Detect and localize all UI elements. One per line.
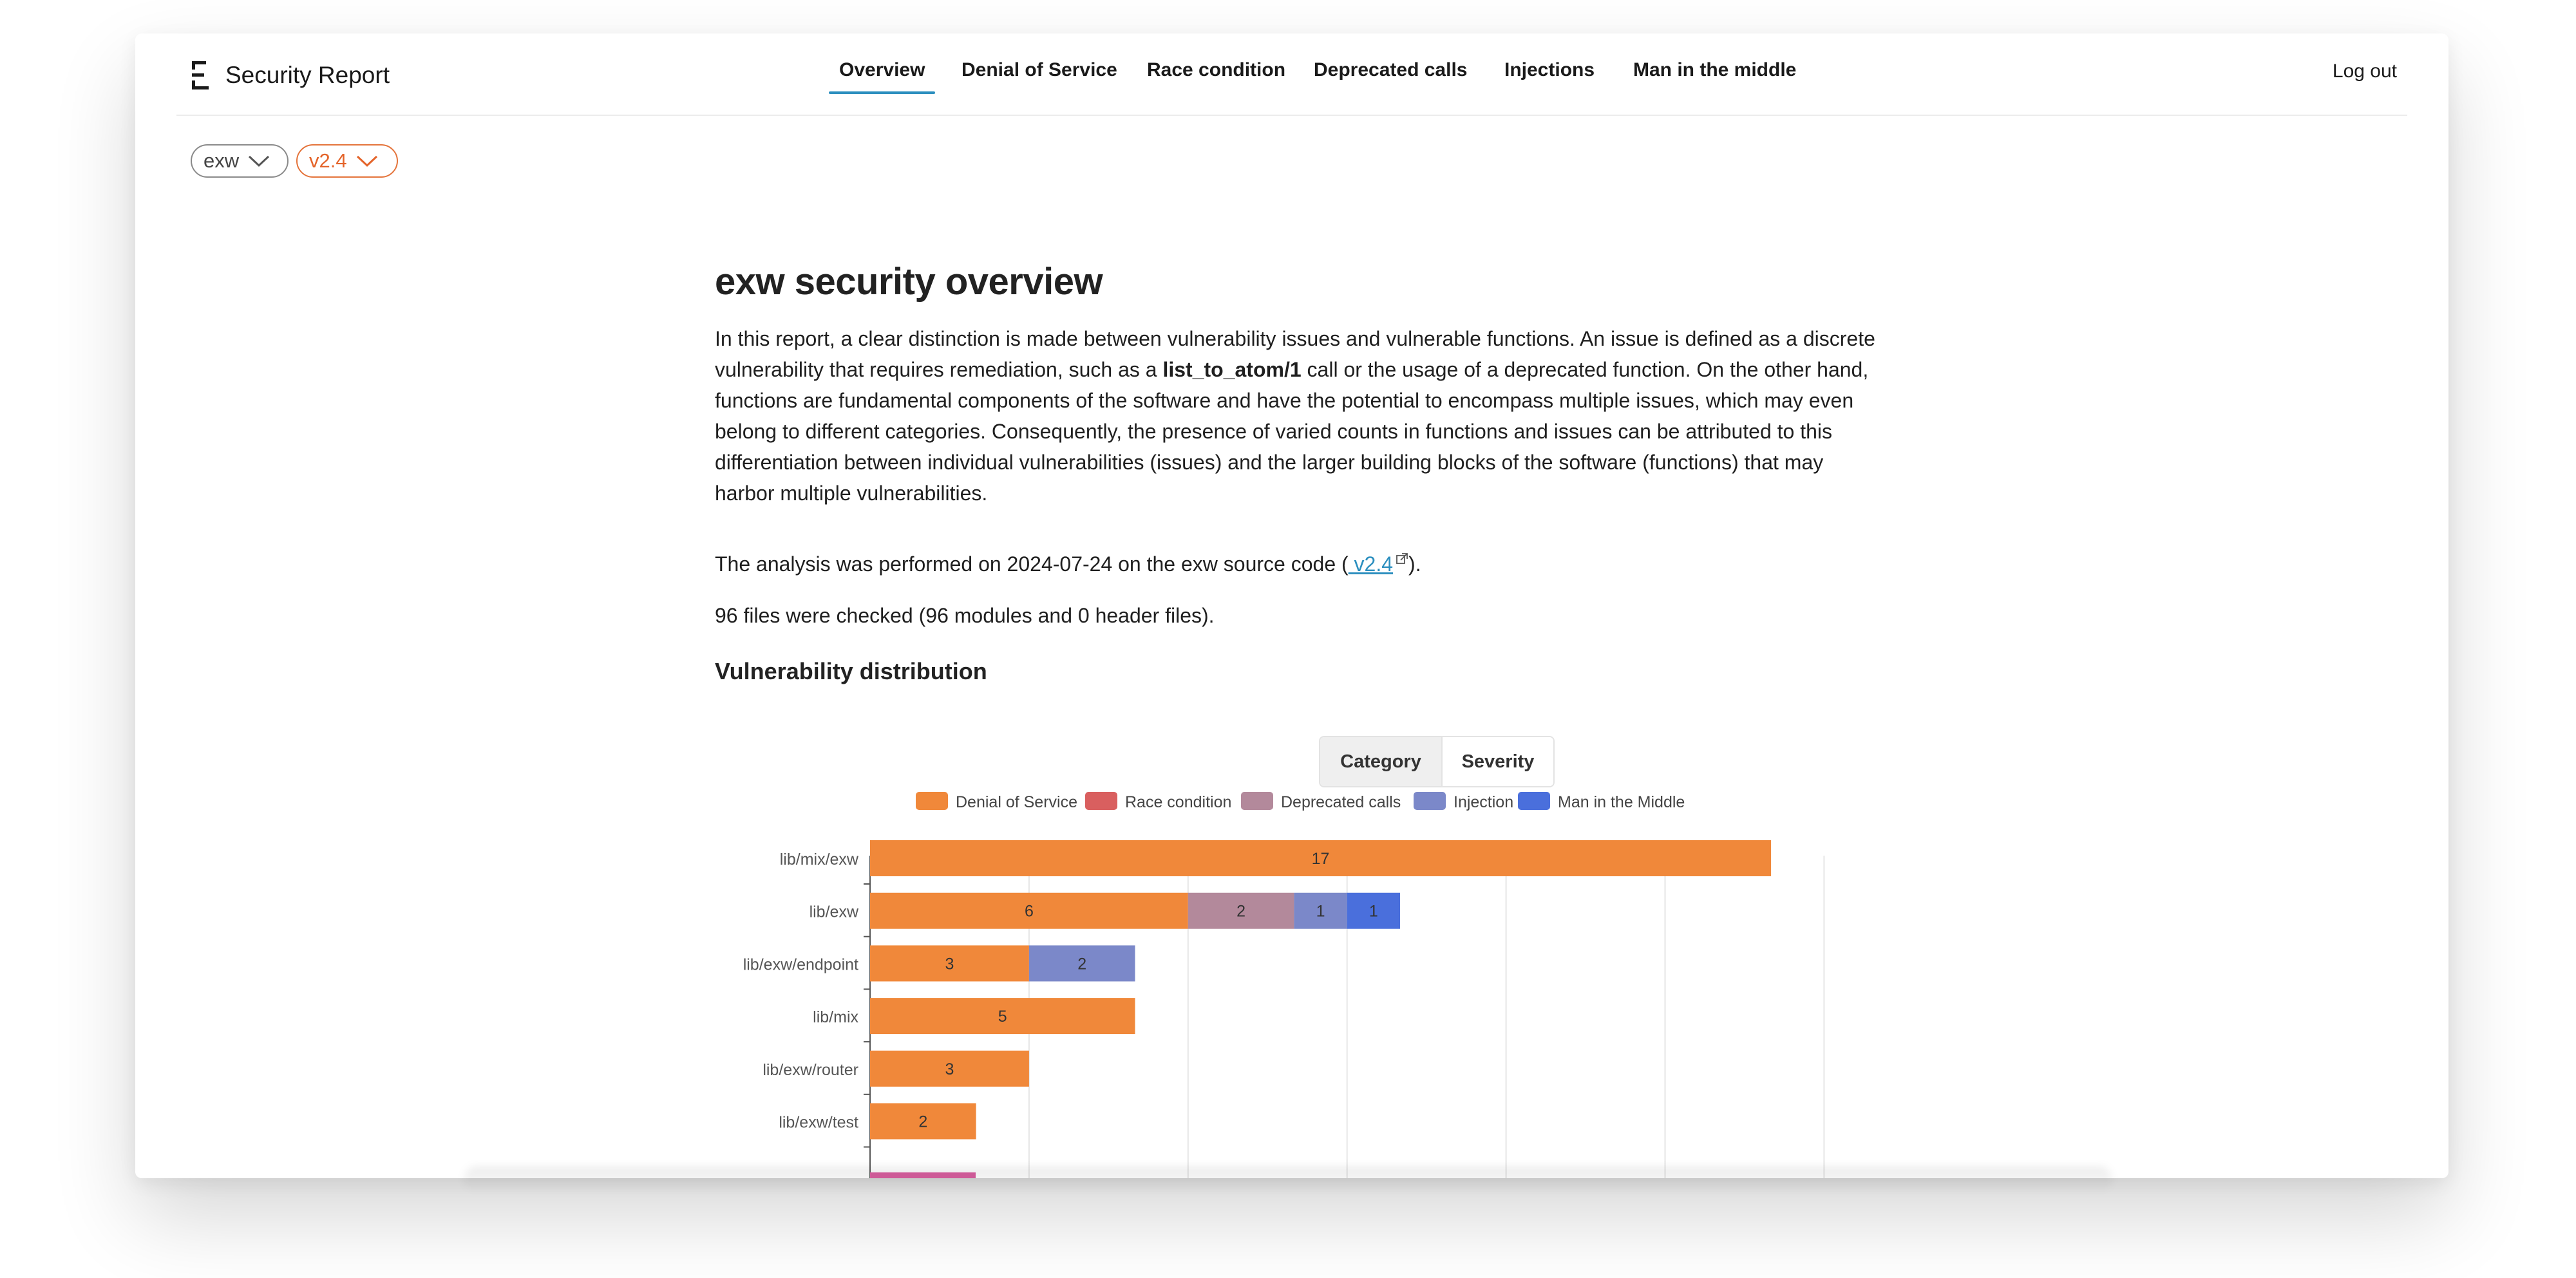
chart-category-label: lib/mix/exw xyxy=(779,850,858,869)
nav-injections[interactable]: Injections xyxy=(1504,59,1595,80)
project-selector-value: exw xyxy=(204,149,240,172)
legend-label: Race condition xyxy=(1125,793,1232,811)
analysis-text-start: The analysis was performed on 2024-07-24 on the exw source code ( xyxy=(715,552,1349,576)
legend-label: Man in the Middle xyxy=(1558,793,1685,811)
intro-text-end: call or the usage of a deprecated function. On the other hand, functions are fundamental components of the software and have the potential to encompass multiple issues, which may even belong to different categories. Consequently, the presence of varied counts in functions and issues can be attributed to this differentiation between individual vulnerabilities (issues) and the larger building blocks of the software (functions) that may harbor multiple vulnerabilities. xyxy=(715,358,1869,505)
nav-deprecated-calls[interactable]: Deprecated calls xyxy=(1314,59,1468,80)
chart-data-label: 2 xyxy=(1236,902,1246,921)
legend-swatch xyxy=(1241,792,1273,810)
chart-data-label: 17 xyxy=(1311,850,1330,868)
version-link-label: v2.4 xyxy=(1354,552,1394,576)
chart-data-label: 3 xyxy=(945,1060,954,1078)
chart-data-label: 2 xyxy=(918,1113,928,1131)
chart-data-label: 5 xyxy=(998,1008,1007,1026)
chart-data-label: 2 xyxy=(1077,955,1087,973)
chart-category-label: lib/mix xyxy=(813,1008,858,1027)
legend-swatch xyxy=(916,792,948,810)
intro-code-term: list_to_atom/1 xyxy=(1162,358,1302,381)
files-checked-text: 96 files were checked (96 modules and 0 header files). xyxy=(715,604,1215,627)
legend-swatch xyxy=(1085,792,1117,810)
legend-label: Injection xyxy=(1454,793,1514,811)
distribution-heading: Vulnerability distribution xyxy=(715,658,987,684)
brand-title: Security Report xyxy=(225,62,390,88)
chart-data-label: 6 xyxy=(1024,902,1034,921)
version-selector-value: v2.4 xyxy=(309,149,347,172)
legend-label: Deprecated calls xyxy=(1281,793,1401,811)
chart-category-label: lib/exw/router xyxy=(762,1060,858,1079)
nav-man-in-the-middle[interactable]: Man in the middle xyxy=(1633,59,1797,80)
nav-race-condition[interactable]: Race condition xyxy=(1147,59,1286,80)
chart-category-label: lib/exw/endpoint xyxy=(743,955,858,974)
analysis-text-end: ). xyxy=(1408,552,1421,576)
intro-text-start: In this report, a clear distinction is made between vulnerability issues and vulnerable functions. An issue is defined as a discrete vulnerability that requires remediation, such as a xyxy=(715,327,1875,381)
legend-label: Denial of Service xyxy=(956,793,1077,811)
legend-swatch xyxy=(1414,792,1446,810)
toggle-category-button[interactable]: Category xyxy=(1320,737,1443,786)
nav-overview[interactable]: Overview xyxy=(839,59,925,80)
chart-data-label: 1 xyxy=(1316,902,1325,921)
legend-swatch xyxy=(1518,792,1550,810)
app-window xyxy=(135,33,2448,1178)
window-shadow xyxy=(464,1167,2112,1192)
page-title: exw security overview xyxy=(715,261,1103,303)
chart-category-label: lib/exw/test xyxy=(779,1113,858,1132)
chart-data-label: 3 xyxy=(945,955,954,973)
toggle-severity-button[interactable]: Severity xyxy=(1443,737,1553,786)
chart-data-label: 1 xyxy=(1368,902,1378,921)
logout-link[interactable]: Log out xyxy=(2332,61,2397,82)
nav-denial-of-service[interactable]: Denial of Service xyxy=(961,59,1117,80)
vulnerability-distribution-chart xyxy=(135,33,2448,1178)
chart-category-label: lib/exw xyxy=(809,903,858,921)
